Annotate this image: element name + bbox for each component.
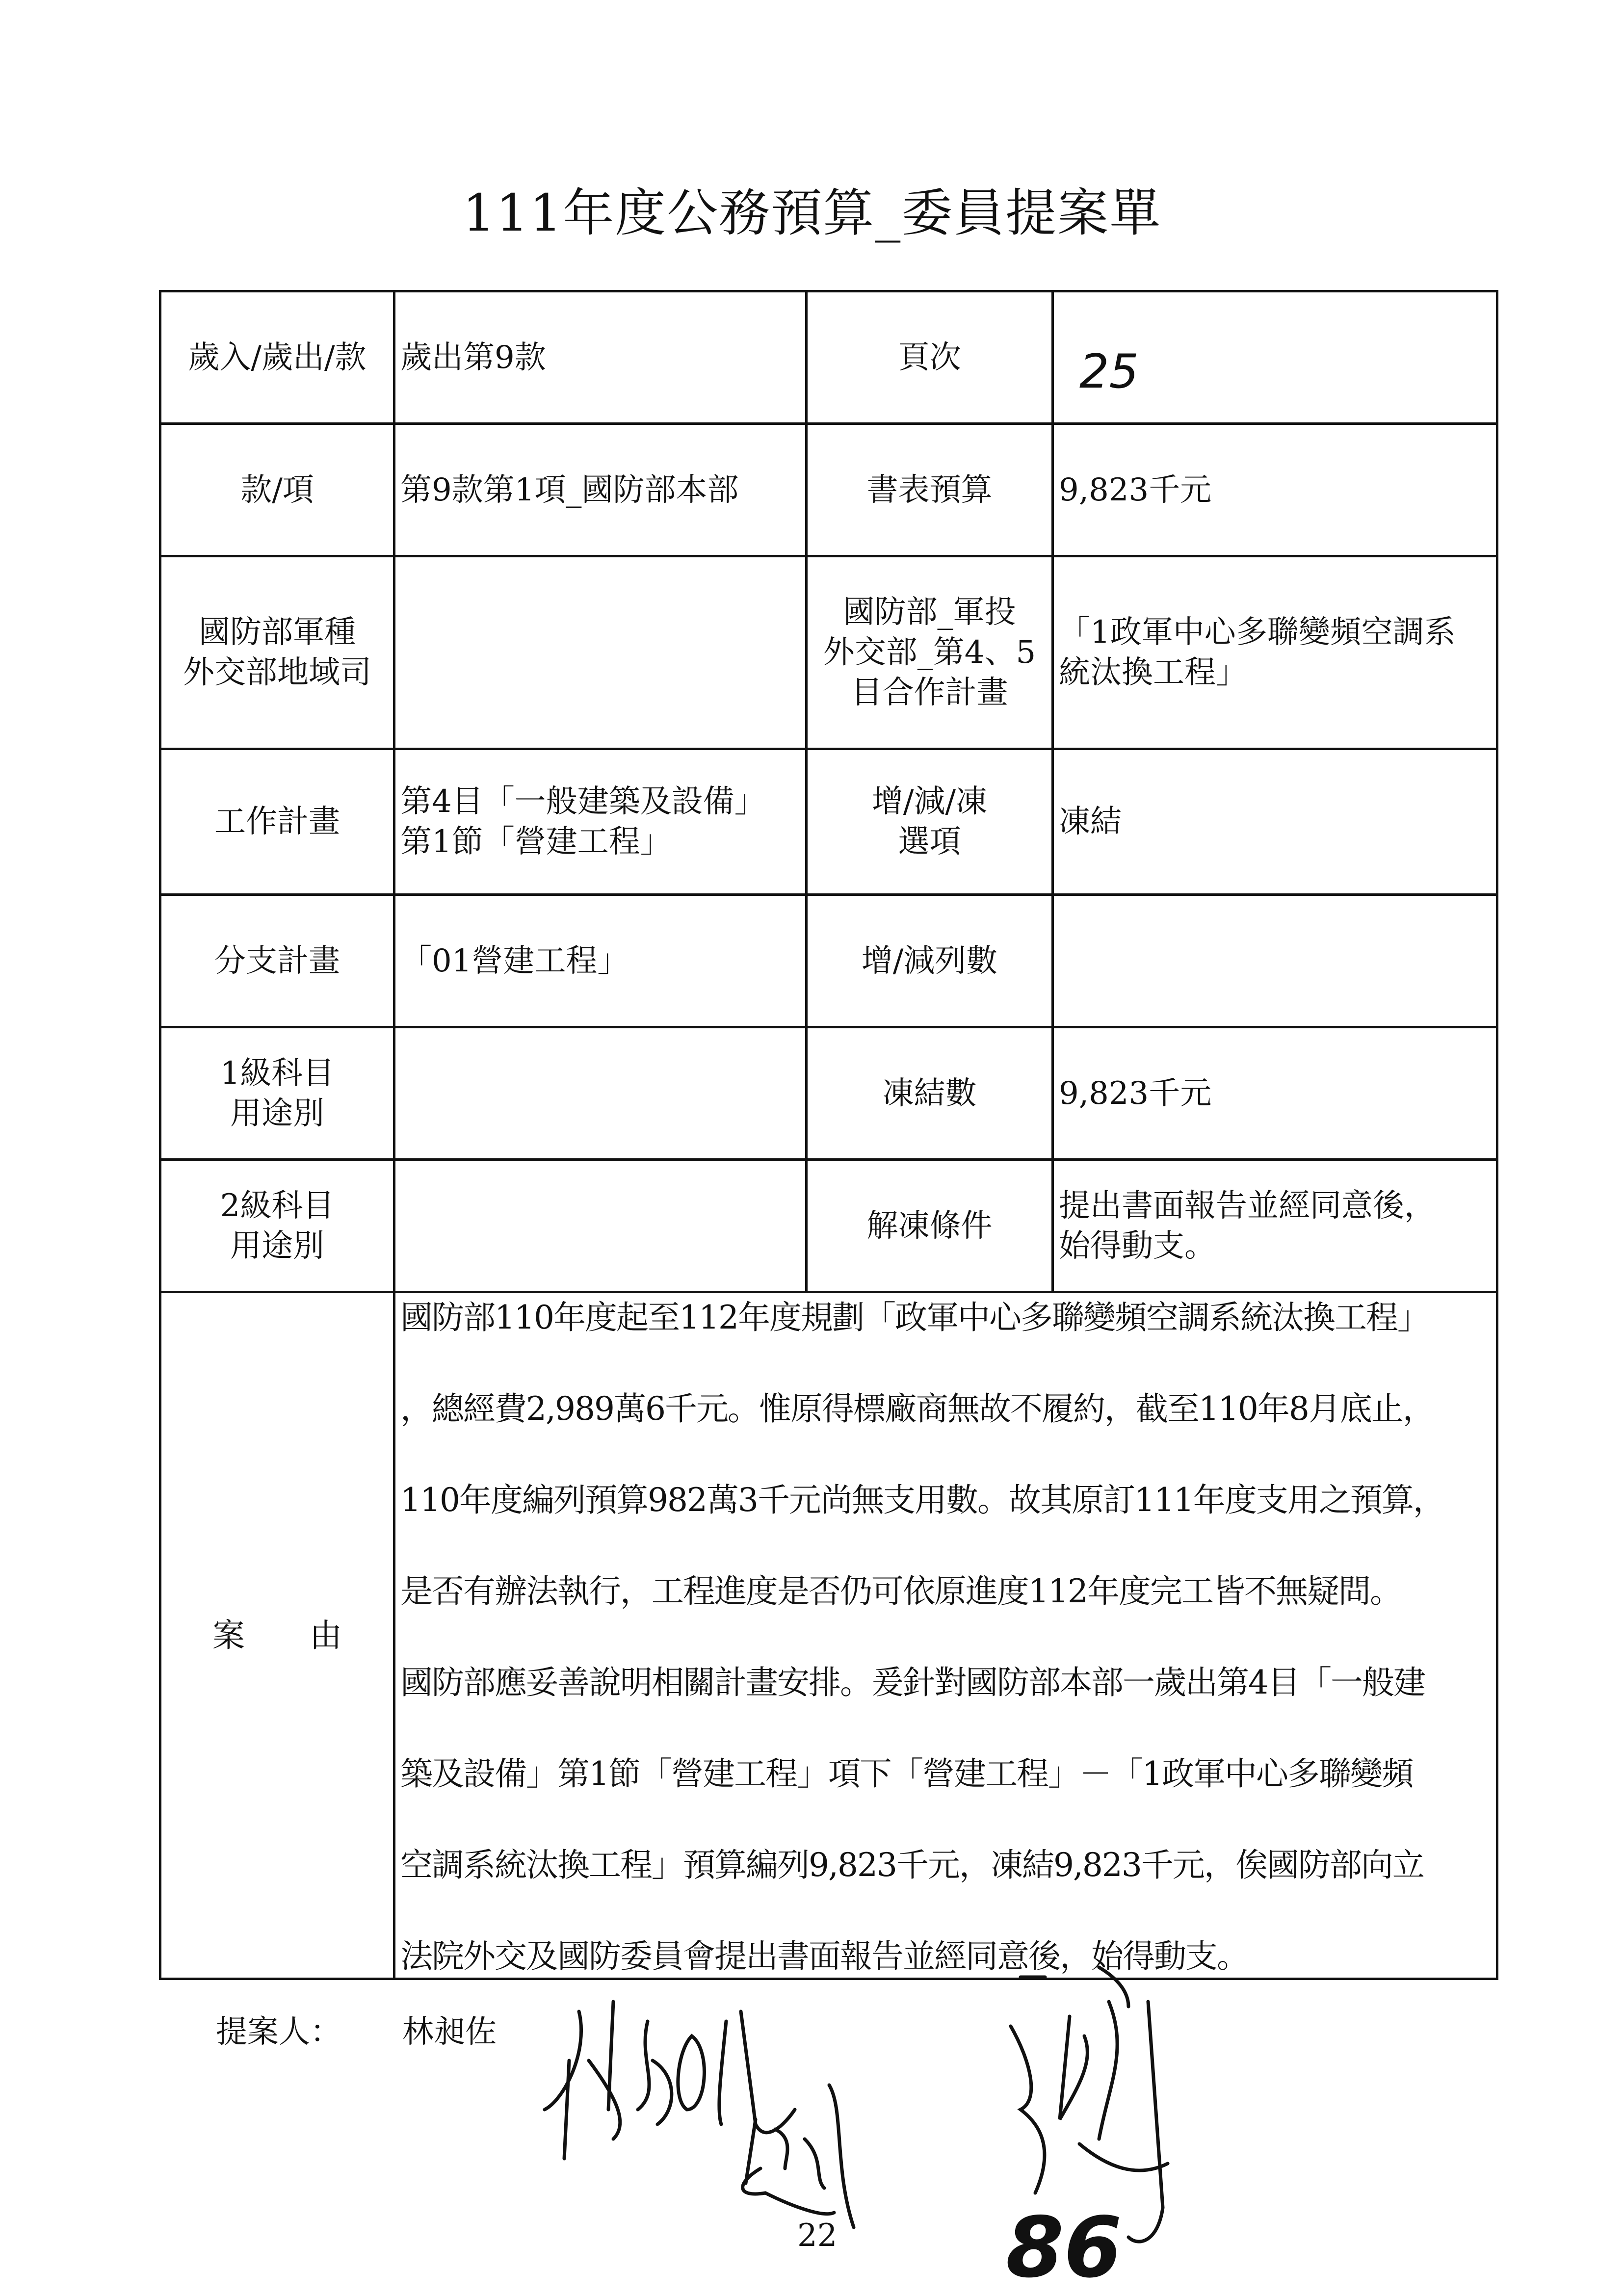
field-label: 解凍條件 bbox=[807, 1160, 1053, 1292]
field-value: 歲出第9款 bbox=[394, 291, 807, 424]
field-value: 9,823千元 bbox=[1053, 424, 1497, 556]
case-label: 案 由 bbox=[160, 1292, 394, 1979]
field-label: 凍結數 bbox=[807, 1027, 1053, 1160]
field-value: 9,823千元 bbox=[1053, 1027, 1497, 1160]
field-label: 款/項 bbox=[160, 424, 394, 556]
field-label-line: 增/減/凍 bbox=[871, 783, 988, 820]
page-number: 22 bbox=[797, 2218, 838, 2254]
case-text-line: 法院外交及國防委員會提出書面報告並經同意後，始得動支。 bbox=[400, 1937, 1248, 1975]
field-label: 分支計畫 bbox=[160, 895, 394, 1027]
handwritten-page-number: 25 bbox=[1079, 345, 1139, 399]
case-text-line: 空調系統汰換工程」預算編列9,823千元，凍結9,823千元，俟國防部向立 bbox=[400, 1846, 1424, 1884]
field-value-line: 統汰換工程」 bbox=[1059, 654, 1247, 691]
field-value-line: 始得動支。 bbox=[1059, 1227, 1216, 1264]
field-label-line: 2級科目 bbox=[220, 1187, 335, 1224]
page-title: 111年度公務預算_委員提案單 bbox=[462, 183, 1162, 243]
field-label: 工作計畫 bbox=[160, 749, 394, 895]
field-label-line: 國防部_軍投 bbox=[843, 594, 1016, 630]
case-text-line: 110年度編列預算982萬3千元尚無支用數。故其原訂111年度支用之預算， bbox=[400, 1481, 1444, 1519]
field-value-line: 第1節「營建工程」 bbox=[400, 824, 672, 860]
field-value: 「01營建工程」 bbox=[394, 895, 807, 1027]
field-value-line: 「1政軍中心多聯變頻空調系 bbox=[1059, 614, 1456, 651]
field-label: 頁次 bbox=[807, 291, 1053, 424]
case-text-line: 國防部110年度起至112年度規劃「政軍中心多聯變頻空調系統汰換工程」 bbox=[400, 1299, 1429, 1336]
field-label-line: 外交部地域司 bbox=[183, 654, 371, 691]
proposer-label: 提案人： bbox=[216, 2014, 341, 2050]
field-label-line: 用途別 bbox=[230, 1095, 324, 1132]
field-label: 增/減列數 bbox=[807, 895, 1053, 1027]
field-value-line: 提出書面報告並經同意後， bbox=[1059, 1187, 1436, 1224]
field-label-line: 國防部軍種 bbox=[199, 614, 356, 651]
case-text-line: 是否有辦法執行，工程進度是否仍可依原進度112年度完工皆不無疑問。 bbox=[400, 1572, 1401, 1610]
field-label-line: 目合作計畫 bbox=[851, 675, 1008, 711]
field-label: 歲入/歲出/款 bbox=[160, 291, 394, 424]
case-text-line: ，總經費2,989萬6千元。惟原得標廠商無故不履約，截至110年8月底止， bbox=[400, 1390, 1434, 1428]
field-value: 第9款第1項_國防部本部 bbox=[394, 424, 807, 556]
field-value: 凍結 bbox=[1053, 749, 1497, 895]
case-text-line: 築及設備」第1節「營建工程」項下「營建工程」－「1政軍中心多聯變頻 bbox=[400, 1755, 1413, 1793]
field-label-line: 用途別 bbox=[230, 1227, 324, 1264]
field-label: 書表預算 bbox=[807, 424, 1053, 556]
handwritten-number-86: 86 bbox=[1006, 2199, 1122, 2296]
field-label-line: 選項 bbox=[898, 824, 961, 860]
case-text-line: 國防部應妥善說明相關計畫安排。爰針對國防部本部一歲出第4目「一般建 bbox=[400, 1664, 1425, 1701]
field-value-line: 第4目「一般建築及設備」 bbox=[400, 783, 766, 820]
proposer-name: 林昶佐 bbox=[402, 2014, 497, 2050]
field-label-line: 1級科目 bbox=[220, 1055, 335, 1092]
field-label-line: 外交部_第4、5 bbox=[823, 634, 1036, 671]
